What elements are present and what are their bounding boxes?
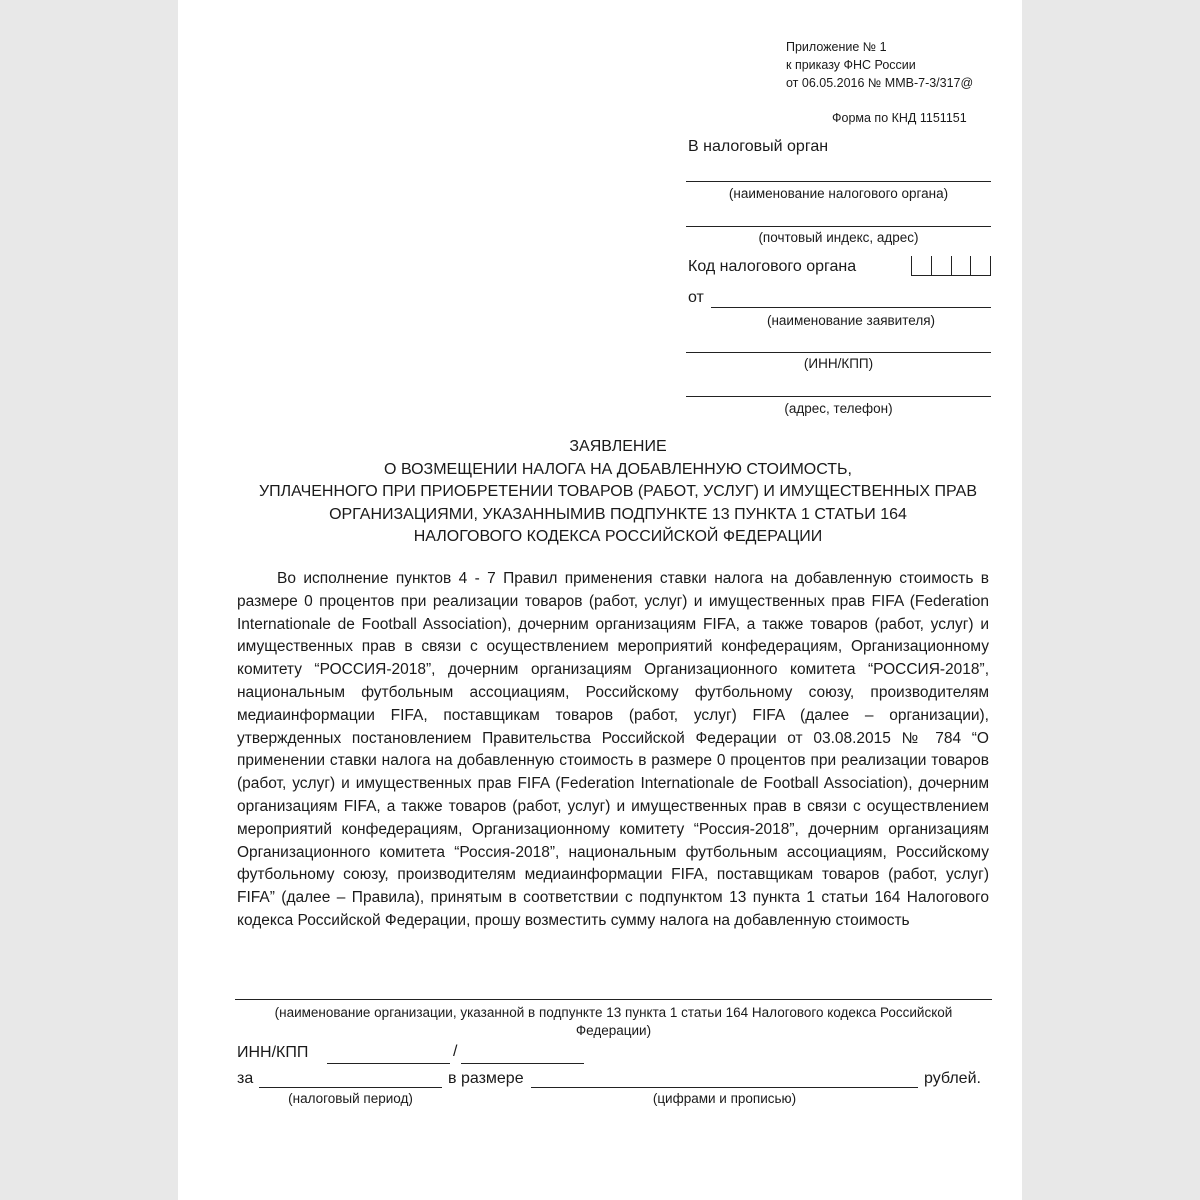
title-line-3: УПЛАЧЕННОГО ПРИ ПРИОБРЕТЕНИИ ТОВАРОВ (РАБОТ, УСЛУГ) И ИМУЩЕСТВЕННЫХ ПРАВ <box>259 483 977 500</box>
appendix-reference <box>786 38 973 92</box>
organization-name-line[interactable] <box>235 999 992 1000</box>
appendix-line-1: Приложение № 1 <box>786 40 887 54</box>
appendix-line-2: к приказу ФНС России <box>786 58 916 72</box>
title-line-4: ОРГАНИЗАЦИЯМИ, УКАЗАННЫМИВ ПОДПУНКТЕ 13 ПУНКТА 1 СТАТЬИ 164 <box>329 505 907 523</box>
from-label: от <box>688 289 704 306</box>
tax-authority-name-line[interactable] <box>686 181 991 182</box>
body-paragraph: Во исполнение пунктов 4 - 7 Правил применения ставки налога на добавленную стоимость в размере 0 процентов при реализации товаров (работ, услуг) и имущественных прав FIFA (Federation Internationale de Football Association), дочерним организациям FIFA, а также товаров (работ, услуг) и имущественных прав в связи с осуществлением мероприятий конфедерациям, Организационному комитету “РОССИЯ-2018”, дочерним организациям Организационного комитета “РОССИЯ-2018”, национальным футбольным ассоциациям, Российскому футбольному союзу, производителям медиаинформации FIFA, поставщикам товаров (работ, услуг) FIFA (далее – организации), утвержденных постановлением Правительства Российской Федерации от 03.08.2015 № 784 “О применении ставки налога на добавленную стоимость в размере 0 процентов при реализации товаров (работ, услуг) и имущественных прав FIFA (Federation Internationale de Football Association), дочерним организациям FIFA, а также товаров (работ, услуг) и имущественных прав в связи с осуществлением мероприятий конфедерациям, Организационному комитету “Россия-2018”, дочерним организациям Организационного комитета “Россия-2018”, национальным футбольным ассоциациям, Российскому футбольному союзу, производителям медиаинформации FIFA, поставщикам товаров (работ, услуг) FIFA” (далее – Правила), принятым в соответствии с подпунктом 13 пункта 1 статьи 164 Налогового кодекса Российской Федерации, прошу возместить сумму налога на добавленную стоимость <box>237 570 989 929</box>
org-caption-line-2: Федерации) <box>575 1023 652 1038</box>
to-tax-authority-label: В налоговый орган <box>688 138 829 155</box>
applicant-name-line[interactable] <box>711 307 991 308</box>
document-page <box>178 0 1022 1200</box>
kpp-input-line[interactable] <box>461 1063 584 1064</box>
code-cell[interactable] <box>970 256 991 276</box>
inn-input-line[interactable] <box>327 1063 450 1064</box>
applicant-name-caption: (наименование заявителя) <box>766 313 936 328</box>
inn-kpp-caption: (ИНН/КПП) <box>803 356 874 371</box>
postal-address-line[interactable] <box>686 226 991 227</box>
tax-authority-name-caption: (наименование налогового органа) <box>728 186 949 201</box>
amount-line[interactable] <box>531 1087 918 1088</box>
currency-label: рублей. <box>924 1070 981 1087</box>
appendix-line-3: от 06.05.2016 № ММВ-7-3/317@ <box>786 76 974 90</box>
amount-label: в размере <box>448 1070 524 1087</box>
inn-kpp-label: ИНН/КПП <box>237 1044 309 1061</box>
address-phone-line[interactable] <box>686 396 991 397</box>
tax-period-caption: (налоговый период) <box>288 1091 413 1106</box>
for-label: за <box>237 1070 254 1087</box>
title-line-1: ЗАЯВЛЕНИЕ <box>569 438 667 455</box>
organization-name-caption <box>235 1004 992 1040</box>
code-cell[interactable] <box>951 256 971 276</box>
code-cell[interactable] <box>931 256 951 276</box>
title-line-5: НАЛОГОВОГО КОДЕКСА РОССИЙСКОЙ ФЕДЕРАЦИИ <box>413 528 823 545</box>
inn-kpp-line[interactable] <box>686 352 991 353</box>
tax-authority-code-label: Код налогового органа <box>688 258 857 275</box>
org-caption-line-1: (наименование организации, указанной в подпункте 13 пункта 1 статьи 164 Налогового кодекса Российской <box>274 1005 953 1020</box>
postal-address-caption: (почтовый индекс, адрес) <box>758 230 919 245</box>
address-phone-caption: (адрес, телефон) <box>784 401 893 416</box>
tax-authority-code-cells[interactable] <box>911 256 991 276</box>
code-cell[interactable] <box>911 256 931 276</box>
amount-caption: (цифрами и прописью) <box>652 1091 797 1106</box>
document-title <box>238 436 998 549</box>
slash-separator: / <box>453 1043 458 1060</box>
form-code: Форма по КНД 1151151 <box>832 111 967 125</box>
title-line-2: О ВОЗМЕЩЕНИИ НАЛОГА НА ДОБАВЛЕННУЮ СТОИМОСТЬ, <box>384 460 852 478</box>
tax-period-line[interactable] <box>259 1087 442 1088</box>
